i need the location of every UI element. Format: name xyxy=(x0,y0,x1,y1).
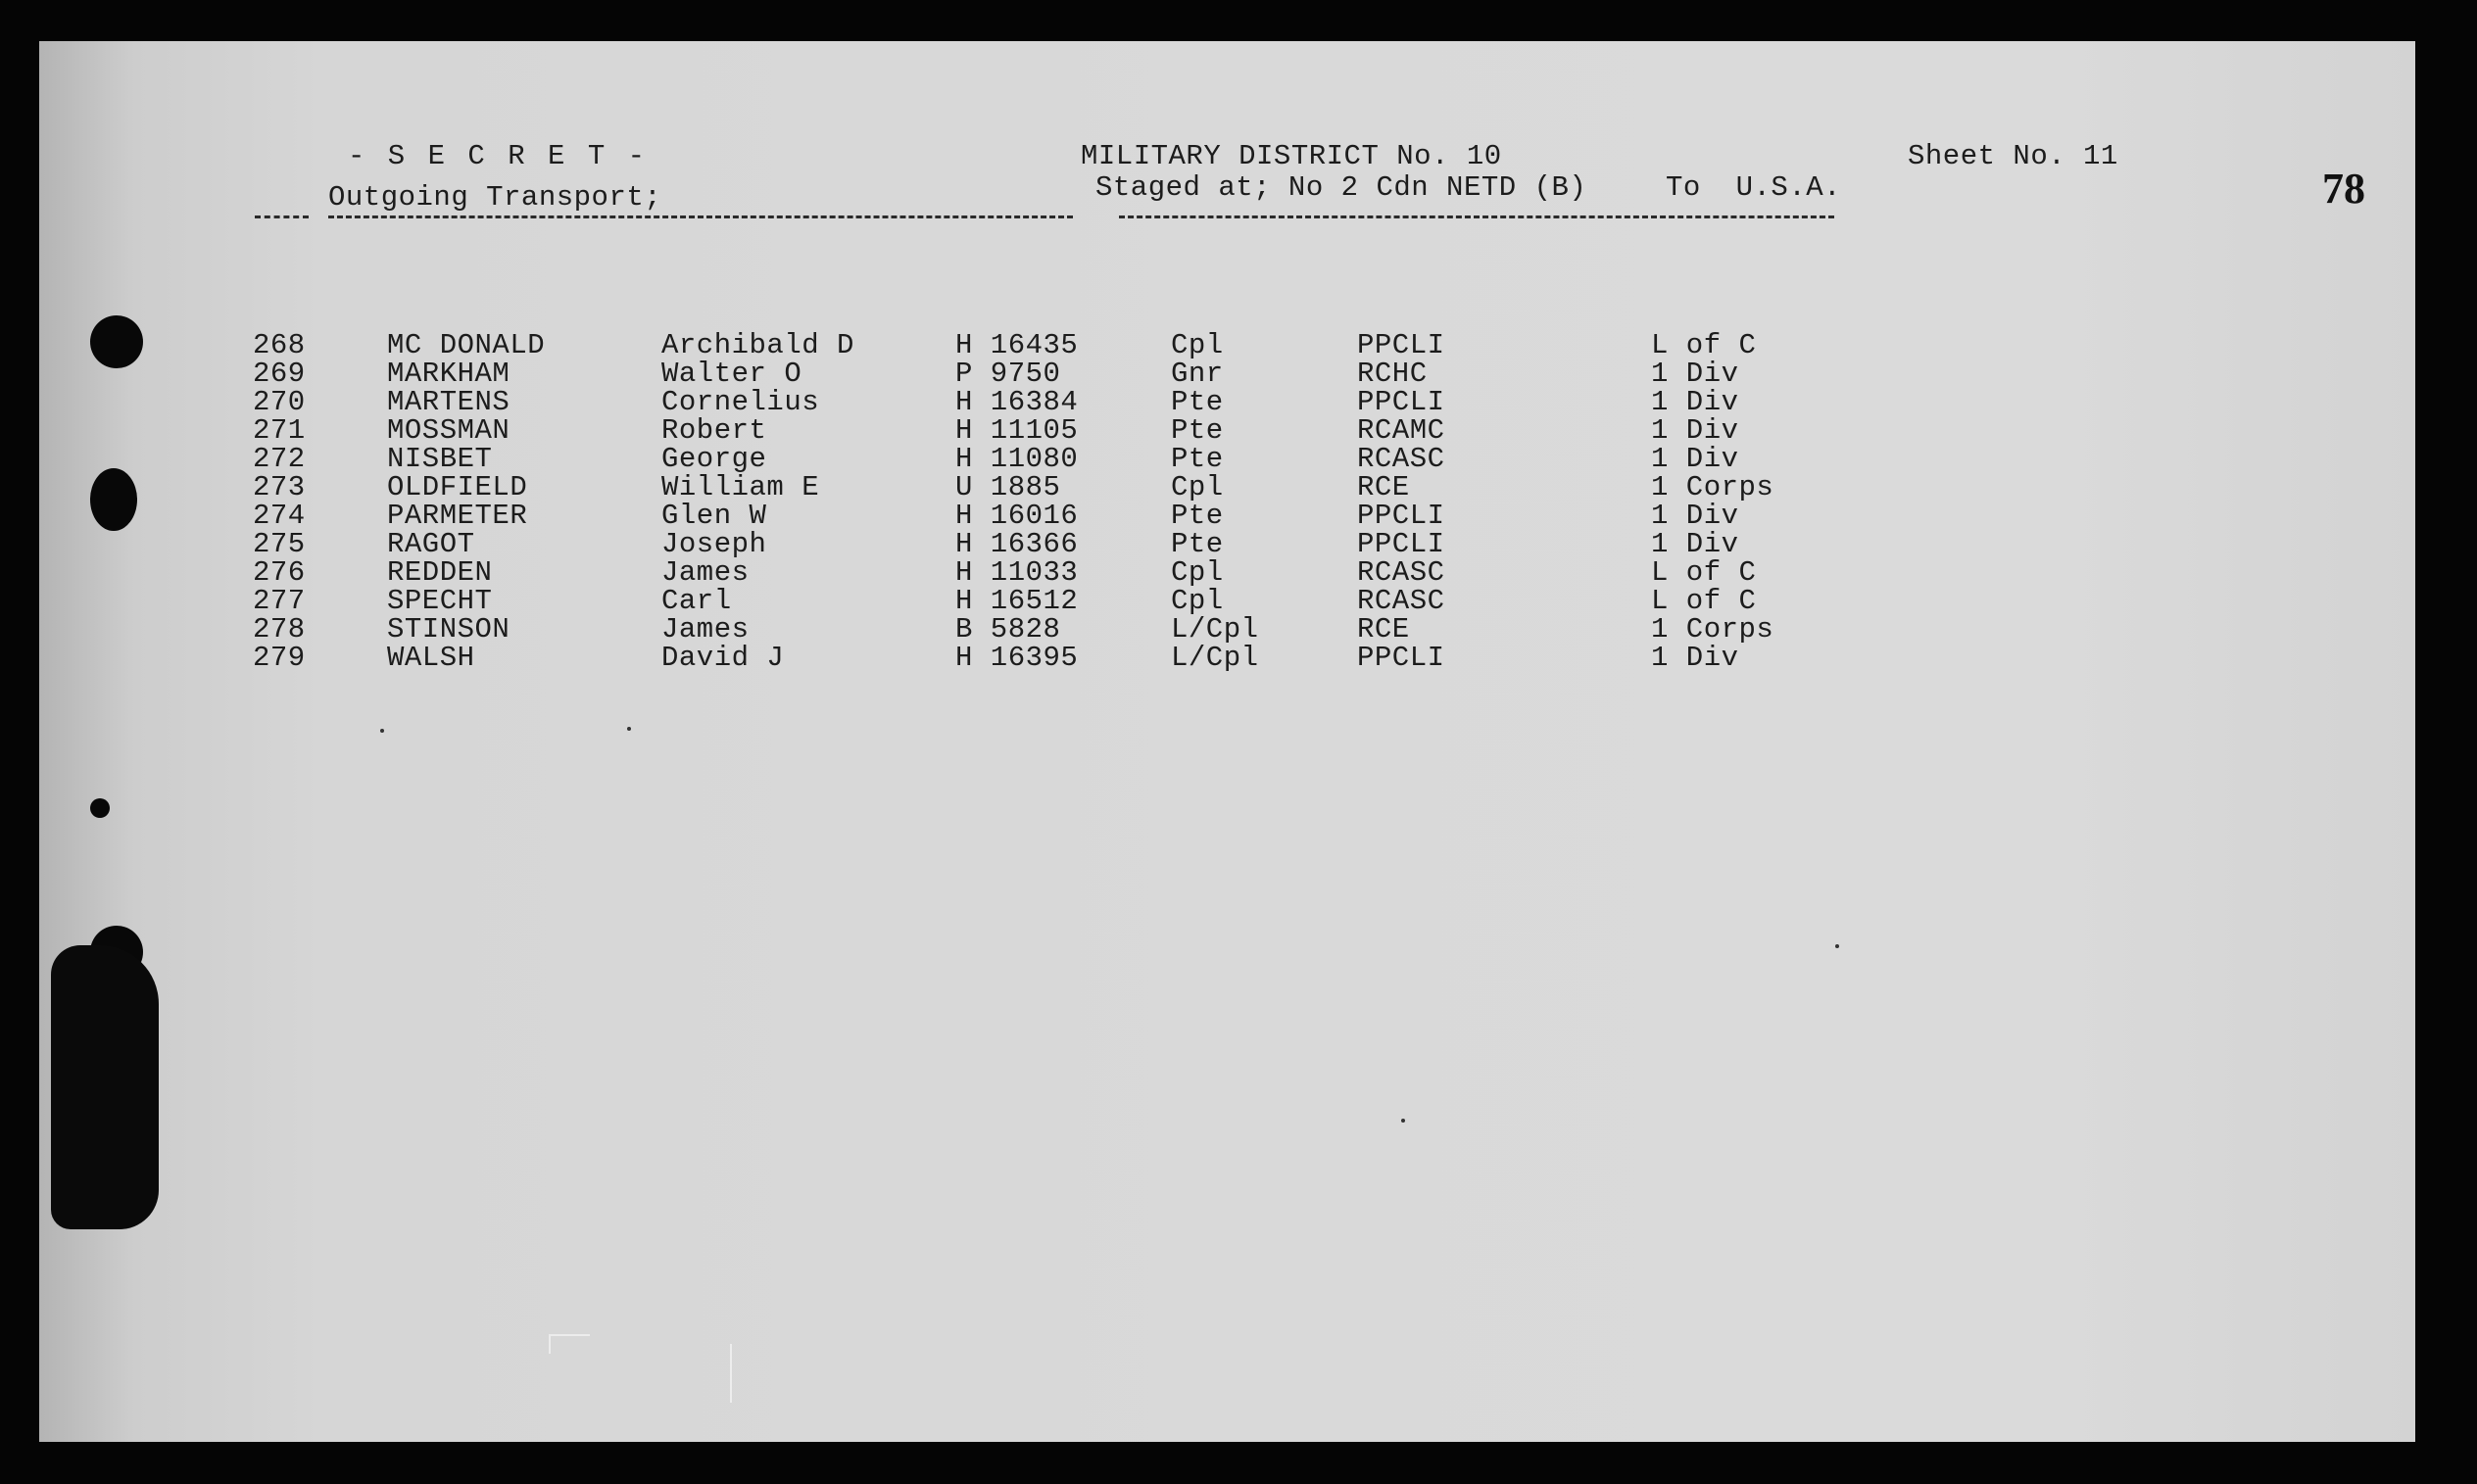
row-number: 277 xyxy=(253,585,306,617)
ink-speck xyxy=(380,729,384,733)
unit-cell: RCHC xyxy=(1357,358,1428,390)
unit-cell: PPCLI xyxy=(1357,642,1445,674)
rank-cell: Pte xyxy=(1171,443,1224,475)
rank-cell: Pte xyxy=(1171,414,1224,447)
given-name-cell: Joseph xyxy=(661,528,767,560)
unit-cell: RCAMC xyxy=(1357,414,1445,447)
staged-heading: Staged at; No 2 Cdn NETD (B) xyxy=(1095,171,1587,204)
sheet-number: Sheet No. 11 xyxy=(1908,140,2118,172)
district-heading: MILITARY DISTRICT No. 10 xyxy=(1081,140,1502,172)
scratch-mark xyxy=(549,1334,590,1354)
page-number: 78 xyxy=(2322,165,2365,213)
destination-heading: To U.S.A. xyxy=(1666,171,1842,204)
unit-cell: RCASC xyxy=(1357,556,1445,589)
unit-cell: RCASC xyxy=(1357,585,1445,617)
unit-cell: PPCLI xyxy=(1357,329,1445,361)
formation-cell: L of C xyxy=(1651,556,1757,589)
punch-hole xyxy=(90,468,137,531)
given-name-cell: James xyxy=(661,556,750,589)
unit-cell: RCE xyxy=(1357,471,1410,503)
header-rule-left xyxy=(255,215,309,218)
row-number: 275 xyxy=(253,528,306,560)
formation-cell: L of C xyxy=(1651,585,1757,617)
rank-cell: Gnr xyxy=(1171,358,1224,390)
unit-cell: PPCLI xyxy=(1357,500,1445,532)
row-number: 274 xyxy=(253,500,306,532)
formation-cell: 1 Div xyxy=(1651,414,1739,447)
unit-cell: PPCLI xyxy=(1357,528,1445,560)
rank-cell: Pte xyxy=(1171,500,1224,532)
regimental-number-cell: U 1885 xyxy=(955,471,1061,503)
regimental-number-cell: H 16366 xyxy=(955,528,1079,560)
ink-speck xyxy=(1401,1119,1405,1123)
surname-cell: NISBET xyxy=(387,443,493,475)
header-rule-right xyxy=(1119,215,1834,218)
regimental-number-cell: H 16512 xyxy=(955,585,1079,617)
formation-cell: L of C xyxy=(1651,329,1757,361)
row-number: 278 xyxy=(253,613,306,646)
ink-speck xyxy=(627,727,631,731)
surname-cell: MOSSMAN xyxy=(387,414,510,447)
given-name-cell: Walter O xyxy=(661,358,802,390)
rank-cell: L/Cpl xyxy=(1171,642,1259,674)
scratch-mark xyxy=(730,1344,736,1403)
regimental-number-cell: H 11080 xyxy=(955,443,1079,475)
row-number: 272 xyxy=(253,443,306,475)
header-rule-middle xyxy=(328,215,1073,218)
formation-cell: 1 Div xyxy=(1651,528,1739,560)
surname-cell: STINSON xyxy=(387,613,510,646)
unit-cell: PPCLI xyxy=(1357,386,1445,418)
surname-cell: RAGOT xyxy=(387,528,475,560)
rank-cell: Pte xyxy=(1171,386,1224,418)
rank-cell: Cpl xyxy=(1171,556,1224,589)
surname-cell: MARTENS xyxy=(387,386,510,418)
ink-speck xyxy=(1835,944,1839,948)
row-number: 271 xyxy=(253,414,306,447)
unit-cell: RCE xyxy=(1357,613,1410,646)
surname-cell: OLDFIELD xyxy=(387,471,528,503)
given-name-cell: James xyxy=(661,613,750,646)
formation-cell: 1 Div xyxy=(1651,500,1739,532)
surname-cell: PARMETER xyxy=(387,500,528,532)
given-name-cell: William E xyxy=(661,471,820,503)
surname-cell: WALSH xyxy=(387,642,475,674)
classification-heading: - S E C R E T - xyxy=(348,140,649,172)
regimental-number-cell: B 5828 xyxy=(955,613,1061,646)
formation-cell: 1 Div xyxy=(1651,358,1739,390)
rank-cell: Cpl xyxy=(1171,329,1224,361)
ink-blot xyxy=(51,945,159,1229)
document-sheet xyxy=(39,41,2415,1442)
regimental-number-cell: P 9750 xyxy=(955,358,1061,390)
rank-cell: Pte xyxy=(1171,528,1224,560)
row-number: 270 xyxy=(253,386,306,418)
regimental-number-cell: H 11105 xyxy=(955,414,1079,447)
punch-hole xyxy=(90,798,110,818)
punch-hole xyxy=(90,315,143,368)
regimental-number-cell: H 16016 xyxy=(955,500,1079,532)
regimental-number-cell: H 11033 xyxy=(955,556,1079,589)
regimental-number-cell: H 16384 xyxy=(955,386,1079,418)
formation-cell: 1 Corps xyxy=(1651,471,1774,503)
row-number: 268 xyxy=(253,329,306,361)
given-name-cell: David J xyxy=(661,642,785,674)
given-name-cell: Robert xyxy=(661,414,767,447)
row-number: 273 xyxy=(253,471,306,503)
given-name-cell: Carl xyxy=(661,585,732,617)
given-name-cell: George xyxy=(661,443,767,475)
formation-cell: 1 Corps xyxy=(1651,613,1774,646)
rank-cell: Cpl xyxy=(1171,585,1224,617)
regimental-number-cell: H 16395 xyxy=(955,642,1079,674)
given-name-cell: Archibald D xyxy=(661,329,854,361)
row-number: 279 xyxy=(253,642,306,674)
given-name-cell: Cornelius xyxy=(661,386,820,418)
formation-cell: 1 Div xyxy=(1651,443,1739,475)
surname-cell: MC DONALD xyxy=(387,329,546,361)
formation-cell: 1 Div xyxy=(1651,642,1739,674)
given-name-cell: Glen W xyxy=(661,500,767,532)
row-number: 276 xyxy=(253,556,306,589)
regimental-number-cell: H 16435 xyxy=(955,329,1079,361)
surname-cell: REDDEN xyxy=(387,556,493,589)
surname-cell: SPECHT xyxy=(387,585,493,617)
surname-cell: MARKHAM xyxy=(387,358,510,390)
unit-cell: RCASC xyxy=(1357,443,1445,475)
rank-cell: L/Cpl xyxy=(1171,613,1259,646)
transport-heading: Outgoing Transport; xyxy=(328,181,662,214)
row-number: 269 xyxy=(253,358,306,390)
rank-cell: Cpl xyxy=(1171,471,1224,503)
formation-cell: 1 Div xyxy=(1651,386,1739,418)
